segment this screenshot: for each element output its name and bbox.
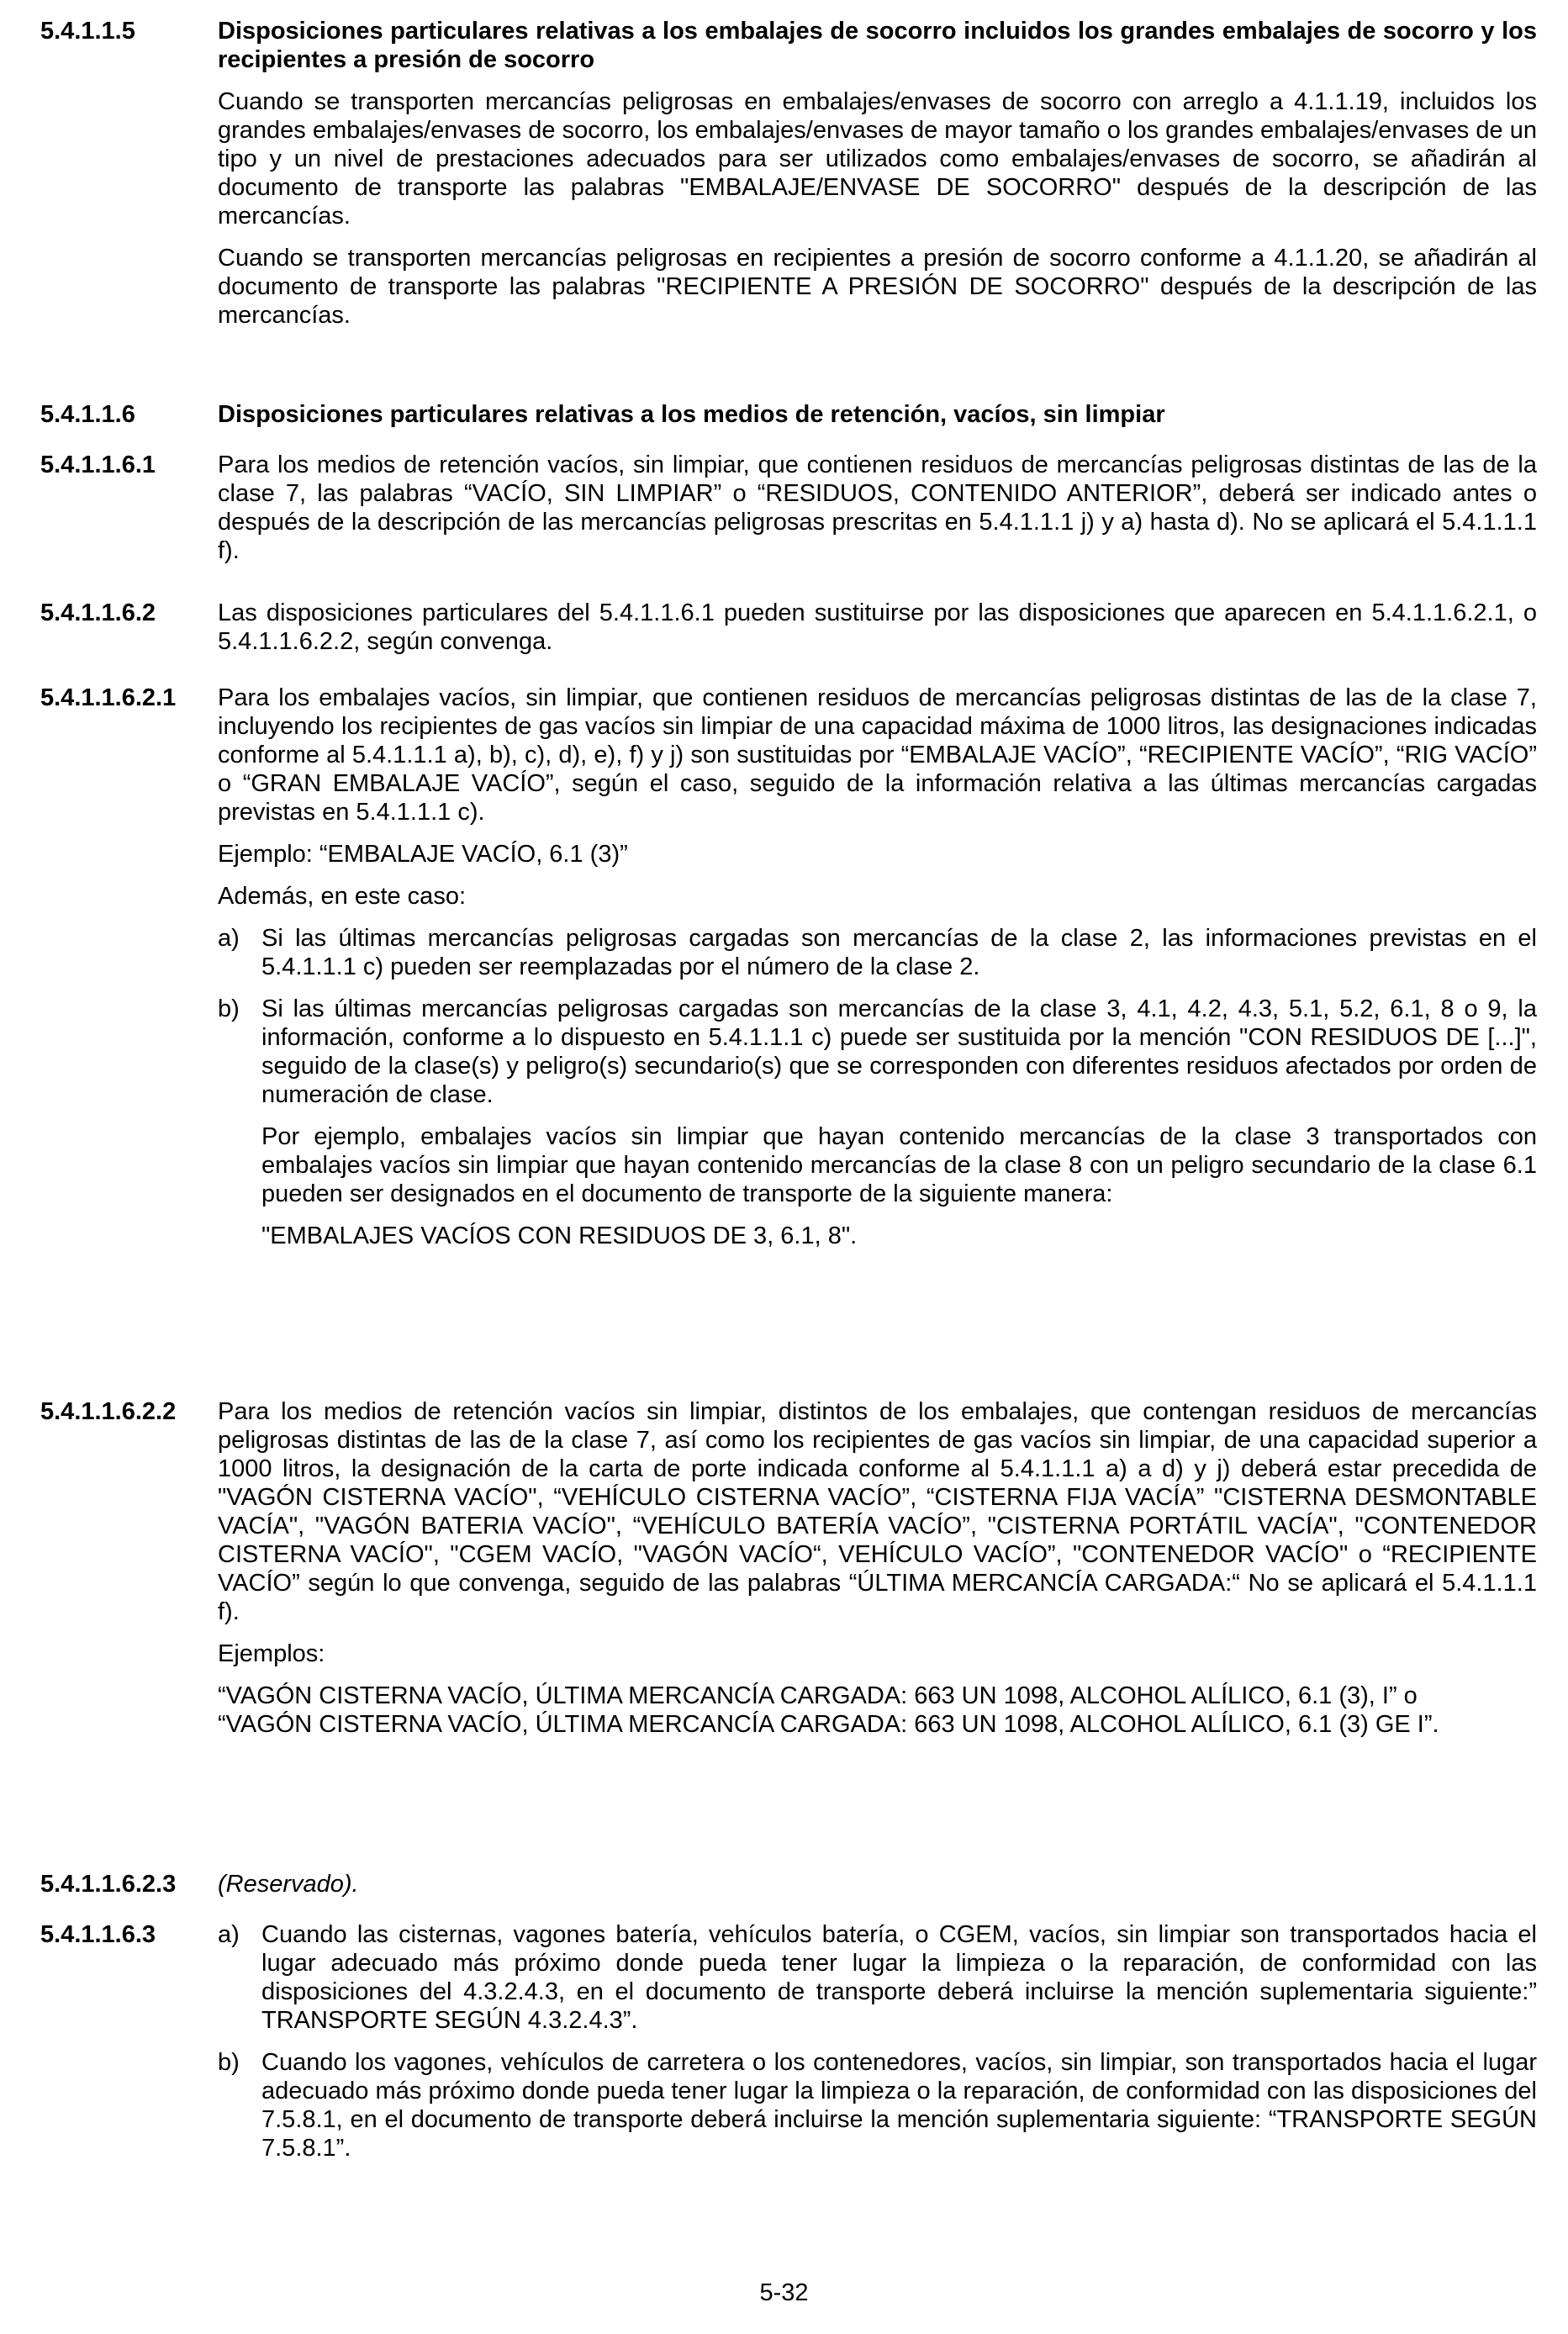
- section-number: 5.4.1.1.6.2.2: [40, 1398, 177, 1425]
- section-heading: Disposiciones particulares relativas a los medios de retención, vacíos, sin limpiar: [218, 401, 1165, 428]
- list-item-b: [218, 995, 1537, 1109]
- list-label: b): [218, 2049, 240, 2076]
- section-5-4-1-1-6-3: [40, 1920, 1537, 2162]
- paragraph: Cuando se transporten mercancías peligrosas en embalajes/envases de socorro con arreglo a 4.1.1.19, incluidos los grandes embalajes/envases de socorro, los embalajes/envases de mayor tamaño o los grandes embalajes/envases de un tipo y un nivel de prestaciones adecuados para ser utilizados como embalajes/envases de socorro, se añadirán al documento de transporte las palabras "EMBALAJE/ENVASE DE SOCORRO" después de la descripción de las mercancías.: [218, 88, 1537, 230]
- list-item-a: [218, 1920, 1537, 2035]
- list-item-a: [218, 924, 1537, 981]
- section-5-4-1-1-6-2: [40, 599, 1537, 656]
- list-text: Si las últimas mercancías peligrosas cargadas son mercancías de la clase 2, las informaciones previstas en el 5.4.1.1.1 c) pueden ser reemplazadas por el número de la clase 2.: [261, 925, 1537, 980]
- section-number: 5.4.1.1.6.1: [40, 451, 156, 478]
- list-text: Cuando las cisternas, vagones batería, vehículos batería, o CGEM, vacíos, sin limpiar son transportados hacia el lugar adecuado más próximo donde pueda tener lugar la limpieza o la reparación, de conformidad con las disposiciones del 4.3.2.4.3, en el documento de transporte deberá incluirse la mención suplementaria siguiente:” TRANSPORTE SEGÚN 4.3.2.4.3”.: [261, 1921, 1537, 2034]
- paragraph: Para los embalajes vacíos, sin limpiar, que contienen residuos de mercancías peligrosas distintas de las de la clase 7, incluyendo los recipientes de gas vacíos sin limpiar de una capacidad máxima de 1000 litros, las designaciones indicadas conforme al 5.4.1.1.1 a), b), c), d), e), f) y j) son sustituidas por “EMBALAJE VACÍO”, “RECIPIENTE VACÍO”, “RIG VACÍO” o “GRAN EMBALAJE VACÍO”, según el caso, seguido de la información relativa a las últimas mercancías cargadas previstas en 5.4.1.1.1 c).: [218, 684, 1537, 826]
- section-5-4-1-1-6-1: [40, 451, 1537, 565]
- section-5-4-1-1-6: [40, 400, 1537, 429]
- paragraph: Para los medios de retención vacíos sin limpiar, distintos de los embalajes, que contengan residuos de mercancías peligrosas distintas de las de la clase 7, así como los recipientes de gas vacíos sin limpiar, de una capacidad superior a 1000 litros, la designación de la carta de porte indicada conforme al 5.4.1.1.1 a) a d) y j) deberá estar precedida de "VAGÓN CISTERNA VACÍO", “VEHÍCULO CISTERNA VACÍO”, “CISTERNA FIJA VACÍA” "CISTERNA DESMONTABLE VACÍA", "VAGÓN BATERIA VACÍO", “VEHÍCULO BATERÍA VACÍO”, "CISTERNA PORTÁTIL VACÍA", "CONTENEDOR CISTERNA VACÍO", "CGEM VACÍO, "VAGÓN VACÍO“, VEHÍCULO VACÍO”, "CONTENEDOR VACÍO" o “RECIPIENTE VACÍO” según lo que convenga, seguido de las palabras “ÚLTIMA MERCANCÍA CARGADA:“ No se aplicará el 5.4.1.1.1 f).: [218, 1398, 1537, 1625]
- list-text: Cuando los vagones, vehículos de carretera o los contenedores, vacíos, sin limpiar, son transportados hacia el lugar adecuado más próximo donde pueda tener lugar la limpieza o la reparación, de conformidad con las disposiciones del 7.5.8.1, en el documento de transporte deberá incluirse la mención suplementaria siguiente: “TRANSPORTE SEGÚN 7.5.8.1”.: [261, 2049, 1537, 2162]
- paragraph: Ejemplos:: [218, 1640, 325, 1667]
- page-number: 5-32: [759, 2279, 809, 2306]
- paragraph: Las disposiciones particulares del 5.4.1.1.6.1 pueden sustituirse por las disposiciones que aparecen en 5.4.1.1.6.2.1, o 5.4.1.1.6.2.2, según convenga.: [218, 599, 1537, 655]
- section-5-4-1-1-6-2-1: [40, 684, 1537, 1250]
- example-text: “VAGÓN CISTERNA VACÍO, ÚLTIMA MERCANCÍA CARGADA: 663 UN 1098, ALCOHOL ALÍLICO, 6.1 (3), I” o: [218, 1682, 1418, 1709]
- list-label: a): [218, 925, 240, 952]
- section-number: 5.4.1.1.6: [40, 401, 135, 428]
- section-5-4-1-1-5: [40, 17, 1537, 330]
- section-number: 5.4.1.1.6.2.1: [40, 684, 177, 711]
- section-5-4-1-1-6-2-2: [40, 1397, 1537, 1739]
- paragraph: (Reservado).: [218, 1871, 359, 1898]
- section-5-4-1-1-6-2-3: [40, 1870, 1537, 1898]
- example-text: Ejemplo: “EMBALAJE VACÍO, 6.1 (3)”: [218, 841, 628, 868]
- section-number: 5.4.1.1.6.3: [40, 1921, 156, 1948]
- list-text: Si las últimas mercancías peligrosas cargadas son mercancías de la clase 3, 4.1, 4.2, 4.3, 5.1, 5.2, 6.1, 8 o 9, la información, conforme a lo dispuesto en 5.4.1.1.1 c) puede ser sustituida por la mención "CON RESIDUOS DE [...]", seguido de la clase(s) y peligro(s) secundario(s) que se corresponden con diferentes residuos afectados por orden de numeración de clase.: [261, 995, 1537, 1108]
- section-number: 5.4.1.1.6.2: [40, 599, 156, 626]
- list-label: b): [218, 995, 240, 1022]
- example-text: “VAGÓN CISTERNA VACÍO, ÚLTIMA MERCANCÍA CARGADA: 663 UN 1098, ALCOHOL ALÍLICO, 6.1 (3) GE I”.: [218, 1711, 1439, 1738]
- section-heading: Disposiciones particulares relativas a los embalajes de socorro incluidos los grandes embalajes de socorro y los recipientes a presión de socorro: [218, 18, 1537, 73]
- section-number: 5.4.1.1.5: [40, 18, 135, 45]
- list-label: a): [218, 1921, 240, 1948]
- paragraph: Cuando se transporten mercancías peligrosas en recipientes a presión de socorro conforme a 4.1.1.20, se añadirán al documento de transporte las palabras "RECIPIENTE A PRESIÓN DE SOCORRO" después de la descripción de las mercancías.: [218, 245, 1537, 329]
- paragraph: Por ejemplo, embalajes vacíos sin limpiar que hayan contenido mercancías de la clase 3 transportados con embalajes vacíos sin limpiar que hayan contenido mercancías de la clase 8 con un peligro secundario de la clase 6.1 pueden ser designados en el documento de transporte de la siguiente manera:: [261, 1123, 1537, 1207]
- paragraph: Para los medios de retención vacíos, sin limpiar, que contienen residuos de mercancías peligrosas distintas de las de la clase 7, las palabras “VACÍO, SIN LIMPIAR” o “RESIDUOS, CONTENIDO ANTERIOR”, deberá ser indicado antes o después de la descripción de las mercancías peligrosas prescritas en 5.4.1.1.1 j) y a) hasta d). No se aplicará el 5.4.1.1.1 f).: [218, 451, 1537, 564]
- section-number: 5.4.1.1.6.2.3: [40, 1871, 177, 1898]
- list-item-b: [218, 2048, 1537, 2162]
- paragraph: Además, en este caso:: [218, 883, 466, 910]
- example-text: "EMBALAJES VACÍOS CON RESIDUOS DE 3, 6.1, 8".: [261, 1222, 858, 1249]
